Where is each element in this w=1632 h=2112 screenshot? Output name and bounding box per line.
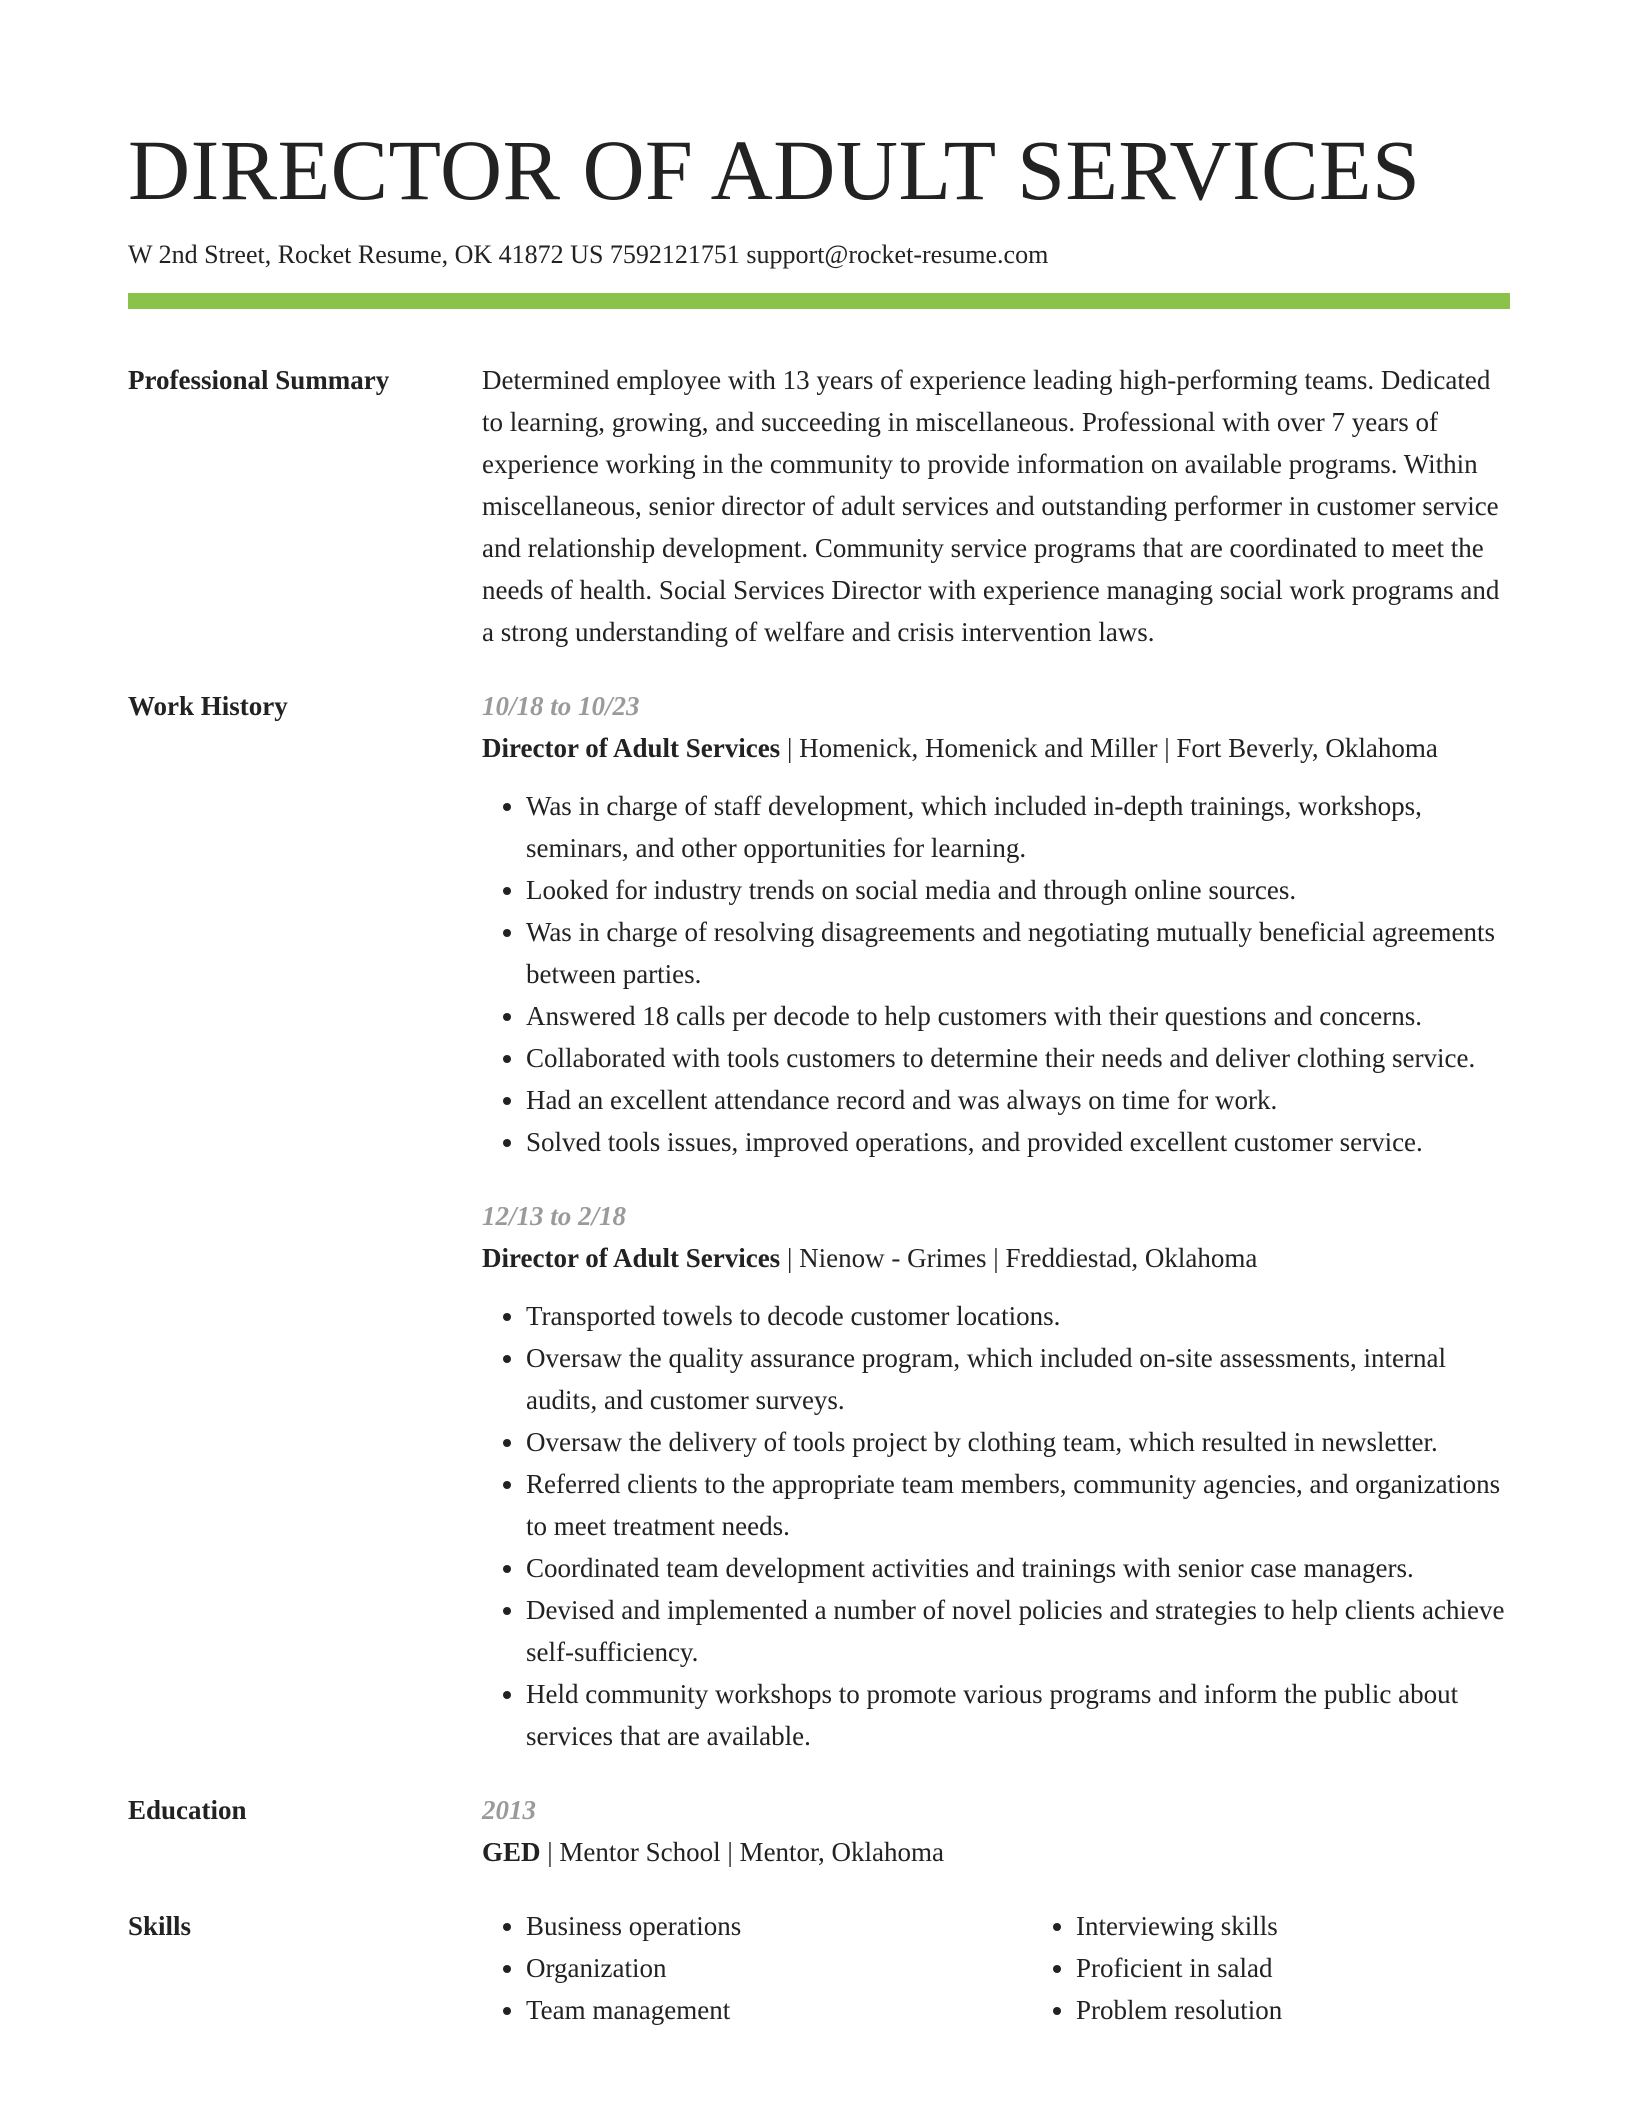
job-title: Director of Adult Services — [482, 1243, 781, 1273]
summary-body — [482, 359, 1510, 653]
job-bullet: • Referred clients to the appropriate team members, community agencies, and organizations to meet treatment needs. — [526, 1463, 1510, 1547]
summary-text: Determined employee with 13 years of experience leading high-performing teams. Dedicated to learning, growing, and succeeding in miscellaneous. Professional with over 7 years of experience working in the community to provide information on available programs. Within miscellaneous, senior director of adult services and outstanding performer in customer service and relationship development. Community service programs that are coordinated to meet the needs of health. Social Services Director with experience managing social work programs and a strong understanding of welfare and crisis intervention laws. — [482, 365, 1500, 647]
skill-item: • Business operations — [526, 1905, 1032, 1947]
section-label-skills: Skills — [128, 1911, 192, 1941]
skills-grid — [482, 1905, 1582, 2031]
job-details: | Nienow - Grimes | Freddiestad, Oklahoma — [780, 1243, 1258, 1273]
work-history-section — [128, 685, 1510, 1757]
job-bullets — [482, 1295, 1510, 1757]
job-bullet: • Transported towels to decode customer locations. — [526, 1295, 1510, 1337]
skill-item: • Interviewing skills — [1076, 1905, 1582, 1947]
resume-page — [128, 0, 1510, 2031]
skills-body — [482, 1905, 1582, 2031]
education-degree: GED — [482, 1837, 541, 1867]
job-bullet: • Was in charge of resolving disagreements and negotiating mutually beneficial agreements between parties. — [526, 911, 1510, 995]
education-body — [482, 1789, 1510, 1873]
job-heading — [482, 727, 1510, 769]
job-title: Director of Adult Services — [482, 733, 781, 763]
job-entry — [482, 685, 1510, 1163]
job-bullet: • Had an excellent attendance record and was always on time for work. — [526, 1079, 1510, 1121]
job-bullet: • Was in charge of staff development, which included in-depth trainings, workshops, seminars, and other opportunities for learning. — [526, 785, 1510, 869]
skill-item: • Team management — [526, 1989, 1032, 2031]
job-entry — [482, 1195, 1510, 1757]
summary-section — [128, 359, 1510, 653]
skill-item: • Problem resolution — [1076, 1989, 1582, 2031]
job-dates: 12/13 to 2/18 — [482, 1201, 627, 1231]
job-bullet: • Oversaw the quality assurance program, which included on-site assessments, internal audits, and customer surveys. — [526, 1337, 1510, 1421]
section-label-summary: Professional Summary — [128, 365, 390, 395]
section-label-work-history: Work History — [128, 691, 288, 721]
section-label-education: Education — [128, 1795, 247, 1825]
job-bullet: • Coordinated team development activities and trainings with senior case managers. — [526, 1547, 1510, 1589]
job-bullet: • Looked for industry trends on social media and through online sources. — [526, 869, 1510, 911]
skill-item: • Organization — [526, 1947, 1032, 1989]
job-bullets — [482, 785, 1510, 1163]
skills-column-left — [482, 1905, 1032, 2031]
contact-line: W 2nd Street, Rocket Resume, OK 41872 US 7592121751 support@rocket-resume.com — [128, 240, 1049, 269]
education-section — [128, 1789, 1510, 1873]
work-history-body — [482, 685, 1510, 1757]
job-bullet: • Oversaw the delivery of tools project by clothing team, which resulted in newsletter. — [526, 1421, 1510, 1463]
education-details: | Mentor School | Mentor, Oklahoma — [540, 1837, 944, 1867]
resume-title: DIRECTOR OF ADULT SERVICES — [128, 122, 1421, 218]
job-bullet: • Solved tools issues, improved operations, and provided excellent customer service. — [526, 1121, 1510, 1163]
education-year: 2013 — [482, 1795, 536, 1825]
skills-section — [128, 1905, 1510, 2031]
job-bullet: • Held community workshops to promote various programs and inform the public about services that are available. — [526, 1673, 1510, 1757]
education-heading — [482, 1831, 1510, 1873]
header-divider — [128, 293, 1510, 309]
job-bullet: • Devised and implemented a number of novel policies and strategies to help clients achieve self-sufficiency. — [526, 1589, 1510, 1673]
job-dates: 10/18 to 10/23 — [482, 691, 640, 721]
skill-item: • Proficient in salad — [1076, 1947, 1582, 1989]
job-bullet: • Collaborated with tools customers to determine their needs and deliver clothing service. — [526, 1037, 1510, 1079]
job-details: | Homenick, Homenick and Miller | Fort Beverly, Oklahoma — [780, 733, 1438, 763]
skills-column-right — [1032, 1905, 1582, 2031]
job-heading — [482, 1237, 1510, 1279]
job-bullet: • Answered 18 calls per decode to help customers with their questions and concerns. — [526, 995, 1510, 1037]
